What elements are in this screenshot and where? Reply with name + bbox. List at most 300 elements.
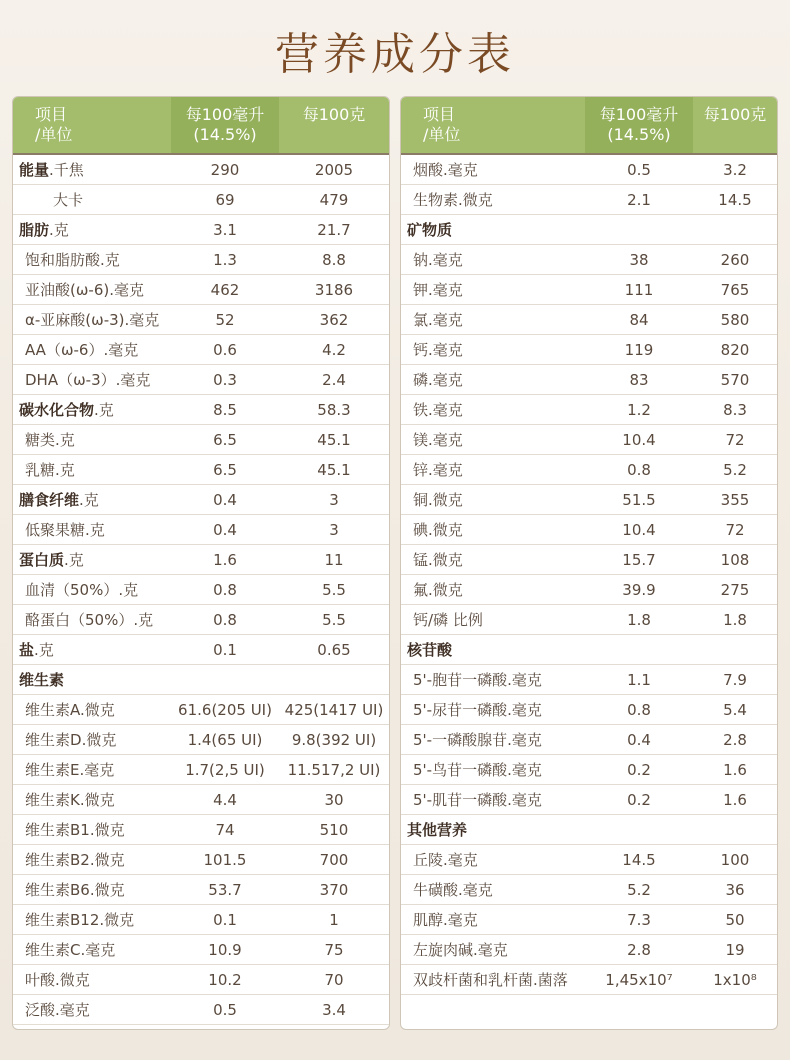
nutrient-label: 氟 [413,581,429,599]
page-title: 营养成分表 [275,29,515,80]
nutrient-unit: .克 [55,461,75,479]
nutrient-label: 生物素 [413,191,459,209]
value-per-100ml: 0.2 [627,760,651,779]
value-per-100g: 108 [720,550,750,569]
value-per-100ml: 1.1 [627,670,651,689]
header-item-label: 项目 [423,105,456,124]
table-row [401,815,777,845]
nutrient-label: 维生素C [25,941,81,959]
nutrient-name [401,849,585,870]
value-per-100g: 5.4 [723,700,747,719]
nutrient-label: 维生素 [19,671,65,689]
table-header [13,97,389,153]
table-row [401,215,777,245]
nutrient-label: AA（ω-6） [25,341,104,359]
table-row [13,785,389,815]
value-per-100ml: 7.3 [627,910,651,929]
nutrient-name [401,549,585,570]
nutrient-unit: .毫克 [115,371,151,389]
nutrient-name [401,459,585,480]
nutrient-label: 大卡 [53,191,84,209]
nutrient-label: 核苷酸 [407,641,453,659]
value-per-100ml: 0.6 [213,340,237,359]
nutrient-label: 5'-一磷酸腺苷 [413,731,508,749]
value-per-100ml: 51.5 [622,490,656,509]
nutrient-label: 钙 [413,341,429,359]
value-per-100g: 30 [324,790,344,809]
value-per-100ml: 0.4 [627,730,651,749]
nutrient-name [401,189,585,210]
nutrient-name [13,909,171,930]
nutrition-table-left [12,96,390,1030]
nutrient-unit: .毫克 [507,761,542,779]
value-per-100g: 11 [324,550,344,569]
table-row [13,605,389,635]
table-row [13,875,389,905]
nutrient-label: 维生素B2 [25,851,90,869]
table-row [401,275,777,305]
value-per-100g: 19 [725,940,745,959]
nutrient-label: 蛋白质 [19,551,65,569]
value-per-100g: 580 [720,310,750,329]
nutrient-name [13,849,171,870]
nutrient-name [13,969,171,990]
nutrient-name [401,639,585,660]
nutrient-unit: .微克 [55,971,90,989]
value-per-100g: 1.6 [723,790,747,809]
table-body [401,155,777,995]
table-row [401,365,777,395]
nutrient-label: 双歧杆菌和乳杆菌 [413,971,534,989]
value-per-100ml: 1.6 [213,550,237,569]
table-row [13,665,389,695]
nutrient-label: 低聚果糖 [25,521,86,539]
nutrient-label: α-亚麻酸(ω-3) [25,311,125,329]
nutrient-unit: .克 [133,611,154,629]
nutrient-unit: .克 [64,551,84,569]
value-per-100g: 72 [725,430,745,449]
table-row [13,185,389,215]
header-per-100g: 每100克 [703,105,767,124]
nutrient-label: 血清（50%） [25,581,119,599]
nutrient-label: 5'-鸟苷一磷酸 [413,761,508,779]
value-per-100ml: 462 [210,280,240,299]
value-per-100g: 260 [720,250,750,269]
table-row [13,755,389,785]
nutrient-label: 维生素B12 [25,911,100,929]
table-row [401,665,777,695]
value-per-100ml: 0.8 [213,580,237,599]
nutrient-label: 5'-尿苷一磷酸 [413,701,508,719]
nutrient-unit: .微克 [428,521,463,539]
header-unit-label: /单位 [35,125,73,144]
value-per-100ml: 0.5 [627,160,651,179]
nutrient-name [13,819,171,840]
value-per-100ml: 119 [624,340,654,359]
value-per-100g: 8.3 [723,400,747,419]
nutrient-label: 钠 [413,251,429,269]
nutrient-unit: .微克 [89,821,125,839]
value-per-100ml: 15.7 [622,550,656,569]
table-row [13,845,389,875]
value-per-100g: 362 [319,310,349,329]
nutrient-name [401,429,585,450]
nutrient-unit: .克 [118,581,139,599]
table-row [13,815,389,845]
value-per-100ml: 1.3 [213,250,237,269]
nutrient-unit: .毫克 [443,161,478,179]
nutrient-unit: .微克 [428,491,463,509]
table-row [13,305,389,335]
nutrient-label: 维生素A [25,701,80,719]
value-per-100g: 11.517,2 UI) [287,760,381,779]
table-row [401,905,777,935]
value-per-100g: 3 [329,520,339,539]
table-row [401,455,777,485]
nutrient-label: 饱和脂肪酸 [25,251,101,269]
nutrient-name [13,879,171,900]
header-percent-label: (14.5%) [607,125,671,144]
nutrient-unit: .毫克 [428,311,463,329]
nutrient-name [401,909,585,930]
table-header [401,97,777,153]
nutrient-unit: .克 [100,251,120,269]
value-per-100ml: 290 [210,160,240,179]
value-per-100ml: 1.8 [627,610,651,629]
table-row [13,365,389,395]
table-row [401,965,777,995]
nutrient-label: 膳食纤维 [19,491,80,509]
value-per-100g: 3 [329,490,339,509]
value-per-100g: 100 [720,850,750,869]
nutrient-name [401,879,585,900]
nutrient-name [13,339,171,360]
header-per-100ml [585,97,693,153]
table-row [401,485,777,515]
nutrient-label: 烟酸 [413,161,444,179]
value-per-100ml: 3.1 [213,220,237,239]
nutrient-name [13,309,171,330]
table-row [401,935,777,965]
nutrient-name [13,399,171,420]
nutrient-unit: .克 [49,221,69,239]
nutrient-label: 5'-肌苷一磷酸 [413,791,508,809]
nutrient-name [401,279,585,300]
value-per-100ml: 10.2 [208,970,242,989]
header-per-100ml-label: 每100毫升 [185,105,265,124]
value-per-100g: 570 [720,370,750,389]
value-per-100g: 479 [319,190,349,209]
nutrient-label: DHA（ω-3） [25,371,116,389]
nutrient-label: 锌 [413,461,429,479]
nutrient-name [401,699,585,720]
nutrient-unit: .微克 [428,581,463,599]
value-per-100ml: 6.5 [213,430,237,449]
value-per-100g: 5.2 [723,460,747,479]
header-unit-label: /单位 [423,125,461,144]
value-per-100g: 45.1 [317,430,351,449]
nutrient-name [13,189,171,210]
nutrient-unit: .毫克 [507,671,542,689]
value-per-100g: 765 [720,280,750,299]
table-row [401,545,777,575]
value-per-100ml: 0.8 [213,610,237,629]
nutrient-name [13,759,171,780]
nutrient-name [401,339,585,360]
nutrient-label: 牛磺酸 [413,881,459,899]
value-per-100ml: 74 [215,820,235,839]
nutrient-name [13,159,171,180]
table-row [13,335,389,365]
header-item-unit [13,97,171,153]
nutrient-unit: .微克 [81,731,117,749]
nutrient-name [401,489,585,510]
nutrient-unit: .毫克 [80,941,116,959]
nutrient-label: 脂肪 [19,221,50,239]
value-per-100ml: 2.8 [627,940,651,959]
nutrient-name [401,969,585,990]
nutrient-unit: .克 [79,491,99,509]
nutrient-name [401,789,585,810]
value-per-100ml: 0.1 [213,910,237,929]
table-row [13,155,389,185]
nutrition-table-right [400,96,778,1030]
nutrient-label: 叶酸 [25,971,56,989]
table-row [13,245,389,275]
value-per-100g: 5.5 [322,610,346,629]
nutrient-name [13,219,171,240]
nutrient-label: 酪蛋白（50%） [25,611,134,629]
header-per-100g: 每100克 [302,105,366,124]
nutrient-label: 其他营养 [407,821,468,839]
value-per-100ml: 101.5 [203,850,247,869]
value-per-100g: 820 [720,340,750,359]
value-per-100ml: 0.2 [627,790,651,809]
nutrient-name [401,759,585,780]
nutrient-unit: .克 [94,401,114,419]
nutrient-label: 泛酸 [25,1001,56,1019]
value-per-100g: 275 [720,580,750,599]
header-per-100ml [171,97,279,153]
value-per-100g: 3.4 [322,1000,346,1019]
value-per-100g: 58.3 [317,400,351,419]
nutrient-unit: .毫克 [109,281,145,299]
value-per-100g: 1.6 [723,760,747,779]
nutrient-unit: .毫克 [428,371,463,389]
table-row [401,695,777,725]
value-per-100g: 510 [319,820,349,839]
nutrient-label: 丘陵 [413,851,444,869]
table-row [13,935,389,965]
value-per-100g: 14.5 [718,190,752,209]
nutrient-unit: .克 [34,641,54,659]
value-per-100ml: 0.1 [213,640,237,659]
nutrient-label: 锰 [413,551,429,569]
nutrient-unit: .毫克 [428,461,463,479]
table-row [13,515,389,545]
nutrient-label: 镁 [413,431,429,449]
value-per-100g: 5.5 [322,580,346,599]
value-per-100ml: 4.4 [213,790,237,809]
nutrient-label: 钾 [413,281,429,299]
nutrient-unit: .微克 [89,881,125,899]
nutrient-unit: .克 [55,431,75,449]
table-body [13,155,389,1025]
nutrient-name [401,729,585,750]
table-row [401,185,777,215]
nutrient-label: 维生素K [25,791,80,809]
table-row [13,725,389,755]
nutrient-label: 乳糖 [25,461,56,479]
nutrient-unit: .毫克 [79,761,115,779]
nutrient-unit: .毫克 [428,431,463,449]
nutrient-unit: .毫克 [428,281,463,299]
table-row [13,965,389,995]
value-per-100ml: 10.9 [208,940,242,959]
table-row [401,395,777,425]
nutrient-name [13,279,171,300]
value-per-100ml: 84 [629,310,649,329]
value-per-100ml: 8.5 [213,400,237,419]
nutrient-name [13,249,171,270]
value-per-100ml: 0.3 [213,370,237,389]
value-per-100g: 70 [324,970,344,989]
value-per-100ml: 1.4(65 UI) [187,730,263,749]
nutrient-label: 维生素B6 [25,881,90,899]
table-row [401,635,777,665]
nutrient-name [13,939,171,960]
nutrient-unit: .毫克 [428,251,463,269]
value-per-100ml: 10.4 [622,430,656,449]
nutrient-unit: .毫克 [507,731,542,749]
table-row [13,995,389,1025]
nutrient-label: 维生素E [25,761,80,779]
nutrient-unit: .毫克 [124,311,160,329]
nutrient-unit: .毫克 [103,341,139,359]
value-per-100g: 36 [725,880,745,899]
value-per-100g: 7.9 [723,670,747,689]
value-per-100g: 75 [324,940,344,959]
nutrient-unit: .克 [85,521,105,539]
value-per-100ml: 111 [624,280,654,299]
table-row [401,875,777,905]
nutrient-unit: .微克 [89,851,125,869]
nutrient-name [401,519,585,540]
value-per-100g: 2005 [314,160,354,179]
nutrient-label: 钙/磷 比例 [413,611,483,629]
value-per-100g: 355 [720,490,750,509]
nutrient-name [13,789,171,810]
nutrient-label: 磷 [413,371,429,389]
value-per-100ml: 2.1 [627,190,651,209]
nutrient-name [401,369,585,390]
value-per-100g: 3186 [314,280,354,299]
nutrient-label: 亚油酸(ω-6) [25,281,110,299]
table-row [401,755,777,785]
value-per-100g: 1x10⁸ [713,970,757,989]
nutrient-name [13,369,171,390]
value-per-100g: 700 [319,850,349,869]
nutrient-name [13,999,171,1020]
nutrient-name [401,579,585,600]
nutrient-unit: .毫克 [55,1001,90,1019]
nutrient-name [13,519,171,540]
header-item-unit [401,97,585,153]
value-per-100ml: 1.7(2,5 UI) [185,760,265,779]
nutrient-name [13,459,171,480]
nutrient-unit: .毫克 [443,851,478,869]
nutrient-name [13,429,171,450]
value-per-100ml: 53.7 [208,880,242,899]
table-row [13,575,389,605]
nutrient-name [13,669,171,690]
nutrient-unit: .微克 [458,191,493,209]
nutrient-name [401,939,585,960]
value-per-100g: 425(1417 UI) [284,700,384,719]
value-per-100g: 8.8 [322,250,346,269]
nutrient-name [401,159,585,180]
nutrient-label: 矿物质 [407,221,453,239]
value-per-100ml: 83 [629,370,649,389]
table-row [401,155,777,185]
table-row [401,335,777,365]
nutrient-name [13,729,171,750]
value-per-100g: 0.65 [317,640,351,659]
nutrient-name [401,309,585,330]
nutrient-unit: .毫克 [458,881,493,899]
value-per-100ml: 0.5 [213,1000,237,1019]
nutrient-label: 左旋肉碱 [413,941,474,959]
value-per-100g: 4.2 [322,340,346,359]
nutrient-label: 糖类 [25,431,56,449]
nutrient-unit: .毫克 [443,911,478,929]
nutrient-label: 维生素D [25,731,82,749]
nutrient-unit: .微克 [99,911,135,929]
nutrient-name [13,639,171,660]
nutrient-unit: .微克 [428,551,463,569]
value-per-100ml: 0.4 [213,520,237,539]
table-row [401,515,777,545]
value-per-100g: 2.4 [322,370,346,389]
header-item-label: 项目 [35,105,68,124]
header-per-100ml-label: 每100毫升 [599,105,679,124]
value-per-100g: 2.8 [723,730,747,749]
value-per-100ml: 61.6(205 UI) [178,700,272,719]
table-row [401,845,777,875]
table-row [13,395,389,425]
nutrient-label: 维生素B1 [25,821,90,839]
value-per-100g: 1.8 [723,610,747,629]
table-row [13,455,389,485]
value-per-100g: 72 [725,520,745,539]
table-row [401,245,777,275]
nutrient-label: 肌醇 [413,911,444,929]
value-per-100ml: 69 [215,190,235,209]
table-row [13,275,389,305]
value-per-100ml: 52 [215,310,235,329]
nutrient-unit: .微克 [79,791,115,809]
nutrient-unit: .微克 [80,701,115,719]
table-row [13,635,389,665]
table-row [401,305,777,335]
nutrient-label: 能量 [19,161,50,179]
nutrient-label: 铁 [413,401,429,419]
value-per-100ml: 0.8 [627,700,651,719]
nutrient-name [13,489,171,510]
table-row [13,545,389,575]
value-per-100ml: 5.2 [627,880,651,899]
nutrient-name [13,579,171,600]
